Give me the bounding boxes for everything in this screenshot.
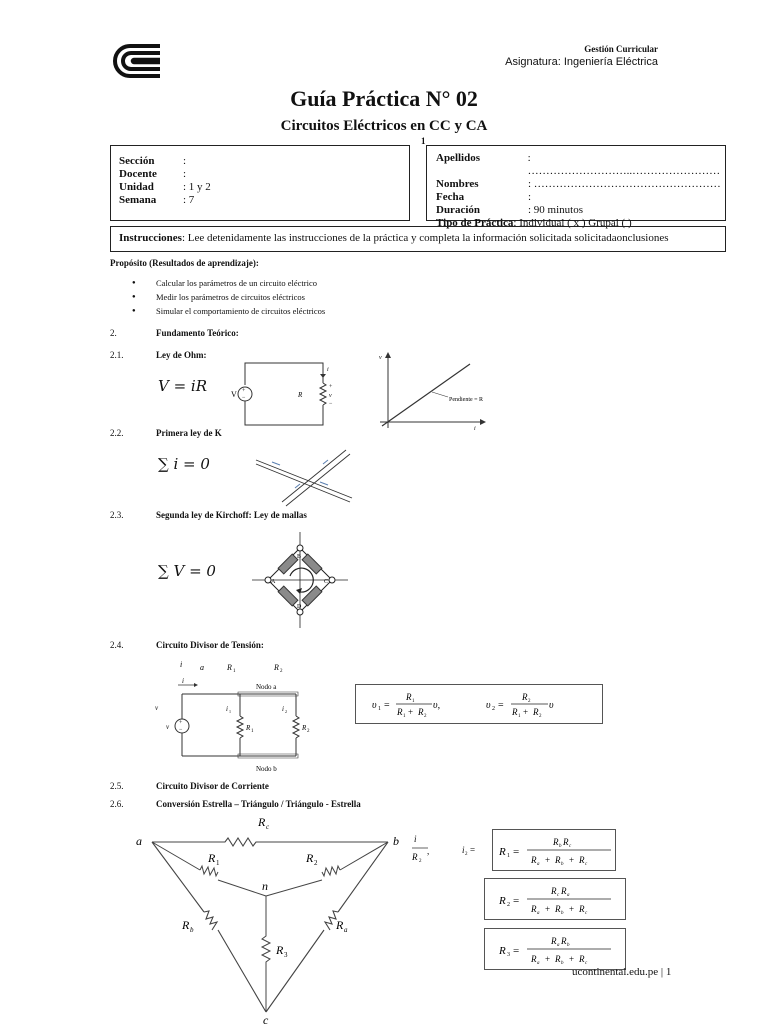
svg-text:a: a — [537, 862, 540, 867]
svg-text:R: R — [246, 724, 251, 732]
svg-text:+: + — [242, 388, 246, 394]
instructions-box: Instrucciones: Lee detenidamente las instrucciones de la práctica y completa la información solicitada solicitadaonclusiones — [110, 226, 726, 252]
svg-text:i: i — [182, 677, 184, 685]
svg-text:2: 2 — [465, 852, 468, 857]
svg-text:c: c — [585, 961, 588, 966]
svg-text:V: V — [231, 390, 237, 399]
svg-text:R: R — [561, 886, 567, 896]
svg-text:2: 2 — [507, 902, 510, 908]
svg-text:R: R — [302, 724, 307, 732]
svg-text:=: = — [498, 700, 504, 711]
current-divider-formula-fragment — [412, 828, 478, 872]
svg-text:+: + — [569, 904, 575, 914]
svg-text:=: = — [470, 845, 476, 855]
svg-text:R: R — [563, 837, 569, 847]
section-kcl: 2.2. Primera ley de K — [110, 428, 222, 438]
svg-text:R: R — [499, 846, 506, 858]
svg-text:υ,: υ, — [433, 700, 441, 711]
svg-text:R: R — [258, 815, 266, 829]
section-current-divider: 2.5. Circuito Divisor de Corriente — [110, 781, 269, 791]
info-row-tipo: Tipo de Práctica : Individual ( x ) Grupal ( ) — [436, 217, 632, 229]
objective-item: ● Calcular los parámetros de un circuito eléctrico — [132, 276, 325, 290]
r2-formula-box — [484, 878, 626, 920]
info-row-docente: Docente : — [119, 168, 187, 180]
info-row-seccion: Sección : — [119, 155, 187, 167]
info-row-fecha: Fecha : — [436, 191, 532, 203]
svg-text:R: R — [412, 852, 418, 862]
svg-text:2: 2 — [492, 706, 495, 712]
svg-text:a: a — [557, 943, 560, 948]
svg-text:Pendiente = R: Pendiente = R — [449, 397, 484, 403]
svg-text:c: c — [569, 844, 572, 849]
svg-text:+: + — [545, 954, 551, 964]
svg-text:R: R — [406, 692, 412, 702]
objectives-list — [132, 276, 325, 318]
kvl-mesh-diagram — [250, 530, 350, 635]
svg-text:υ: υ — [486, 700, 491, 711]
university-logo — [110, 42, 162, 85]
svg-text:R: R — [553, 837, 559, 847]
svg-text:R: R — [579, 855, 585, 865]
svg-text:v: v — [155, 704, 159, 712]
svg-text:R: R — [555, 954, 561, 964]
svg-text:A: A — [271, 579, 276, 585]
svg-text:1: 1 — [412, 699, 415, 704]
svg-text:2: 2 — [528, 699, 531, 704]
section-fundamento: 2. Fundamento Teórico: — [110, 328, 239, 338]
svg-text:i: i — [327, 367, 329, 373]
svg-text:+: + — [523, 707, 529, 717]
svg-text:υ: υ — [549, 700, 554, 711]
svg-text:c: c — [266, 823, 270, 831]
svg-text:R: R — [579, 904, 585, 914]
svg-text:b: b — [561, 961, 564, 966]
svg-text:C: C — [324, 579, 329, 585]
svg-text:1: 1 — [233, 669, 236, 674]
svg-text:+: + — [179, 720, 183, 726]
footer-site[interactable]: ucontinental.edu.pe — [572, 966, 659, 978]
svg-text:+: + — [569, 954, 575, 964]
svg-text:R: R — [531, 904, 537, 914]
page-subtitle: Circuitos Eléctricos en CC y CA — [280, 118, 488, 134]
svg-text:b: b — [190, 926, 194, 934]
info-row-nombres: Nombres : …………………………………………… — [436, 178, 721, 190]
svg-text:c: c — [263, 1013, 269, 1024]
svg-text:R: R — [418, 707, 424, 717]
svg-text:a: a — [537, 961, 540, 966]
svg-text:R: R — [499, 895, 506, 907]
svg-text:3: 3 — [507, 952, 510, 958]
svg-text:+: + — [408, 707, 414, 717]
svg-text:b: b — [561, 862, 564, 867]
svg-text:Nodo a: Nodo a — [256, 683, 277, 691]
svg-text:R: R — [298, 391, 303, 399]
svg-text:2: 2 — [419, 859, 422, 864]
svg-text:R: R — [182, 918, 190, 932]
svg-text:2: 2 — [539, 714, 542, 719]
voltage-divider-formula-box — [355, 684, 603, 724]
svg-text:b: b — [567, 943, 570, 948]
objective-item: ● Medir los parámetros de circuitos eléctricos — [132, 290, 325, 304]
svg-text:=: = — [384, 700, 390, 711]
svg-text:1: 1 — [403, 714, 406, 719]
stray-mark: 1 — [421, 136, 426, 146]
footer-separator: | — [660, 966, 664, 978]
svg-text:B: B — [297, 554, 302, 560]
svg-text:1: 1 — [378, 706, 381, 712]
svg-text:R: R — [227, 663, 232, 672]
svg-text:a: a — [537, 911, 540, 916]
svg-text:3: 3 — [284, 951, 288, 959]
svg-text:a: a — [200, 663, 204, 672]
svg-text:1: 1 — [251, 729, 254, 734]
svg-text:−: − — [179, 727, 183, 733]
header-gestion: Gestión Curricular — [584, 44, 658, 54]
r3-formula-box — [484, 928, 626, 970]
svg-text:+: + — [545, 855, 551, 865]
svg-text:R: R — [555, 904, 561, 914]
svg-text:c: c — [585, 862, 588, 867]
svg-text:,: , — [427, 846, 430, 856]
svg-text:1: 1 — [216, 859, 220, 867]
svg-text:+: + — [569, 855, 575, 865]
footer — [572, 966, 671, 978]
svg-text:2: 2 — [314, 859, 318, 867]
svg-text:a: a — [567, 893, 570, 898]
svg-text:1: 1 — [507, 853, 510, 859]
info-row-semana: Semana : 7 — [119, 194, 195, 206]
svg-text:R: R — [555, 855, 561, 865]
info-row-duracion: Duración : 90 minutos — [436, 204, 584, 216]
svg-text:2: 2 — [285, 709, 287, 714]
svg-text:D: D — [297, 604, 302, 610]
svg-text:2: 2 — [307, 729, 310, 734]
svg-text:a: a — [136, 834, 142, 848]
svg-text:R: R — [208, 851, 216, 865]
svg-text:=: = — [513, 846, 520, 858]
svg-text:1: 1 — [229, 709, 231, 714]
svg-text:2: 2 — [280, 669, 283, 674]
svg-text:R: R — [531, 855, 537, 865]
svg-text:c: c — [557, 893, 560, 898]
svg-text:−: − — [329, 401, 333, 407]
svg-text:R: R — [336, 918, 344, 932]
section-star-delta: 2.6. Conversión Estrella – Triángulo / Triángulo - Estrella — [110, 799, 361, 809]
ohm-circuit-diagram — [230, 355, 340, 440]
svg-text:1: 1 — [518, 714, 521, 719]
svg-text:R: R — [512, 707, 518, 717]
course-info-box — [110, 145, 410, 221]
svg-text:Nodo b: Nodo b — [256, 765, 277, 773]
svg-text:R: R — [579, 954, 585, 964]
svg-text:R: R — [276, 943, 284, 957]
svg-text:2: 2 — [424, 714, 427, 719]
kcl-formula: ∑ i = 0 — [158, 455, 210, 473]
svg-text:b: b — [559, 844, 562, 849]
svg-text:+: + — [545, 904, 551, 914]
page-title: Guía Práctica N° 02 — [290, 86, 478, 111]
svg-text:a: a — [344, 926, 348, 934]
svg-text:i: i — [180, 660, 183, 669]
svg-text:υ: υ — [372, 700, 377, 711]
svg-text:R: R — [499, 945, 506, 957]
purpose-heading: Propósito (Resultados de aprendizaje): — [110, 258, 259, 268]
svg-text:R: R — [531, 954, 537, 964]
svg-text:R: R — [274, 663, 279, 672]
kcl-node-diagram — [250, 440, 360, 517]
svg-text:v: v — [329, 393, 332, 399]
section-kvl: 2.3. Segunda ley de Kirchoff: Ley de mallas — [110, 510, 307, 520]
svg-text:R: R — [306, 851, 314, 865]
section-voltage-divider: 2.4. Circuito Divisor de Tensión: — [110, 640, 264, 650]
info-row-unidad: Unidad : 1 y 2 — [119, 181, 211, 193]
svg-text:R: R — [522, 692, 528, 702]
objective-item: ● Simular el comportamiento de circuitos eléctricos — [132, 304, 325, 318]
svg-text:R: R — [561, 936, 567, 946]
ohm-graph — [370, 350, 490, 437]
svg-text:i: i — [474, 426, 476, 432]
svg-text:R: R — [397, 707, 403, 717]
r1-formula-box — [492, 829, 616, 871]
svg-text:+: + — [329, 384, 333, 390]
svg-text:i: i — [282, 705, 284, 713]
svg-text:=: = — [513, 945, 520, 957]
svg-text:n: n — [262, 879, 268, 893]
ohm-formula: V = iR — [158, 377, 208, 395]
info-row-apellidos: Apellidos : ………………………..…………………… — [436, 152, 721, 177]
page-number: 1 — [665, 966, 672, 978]
svg-text:i: i — [462, 845, 465, 855]
voltage-divider-circuit — [152, 658, 322, 783]
student-info-box — [426, 145, 726, 229]
kvl-formula: ∑ V = 0 — [158, 562, 216, 580]
svg-text:=: = — [513, 895, 520, 907]
svg-text:v: v — [166, 723, 170, 731]
svg-text:b: b — [393, 834, 399, 848]
svg-text:R: R — [551, 936, 557, 946]
svg-text:R: R — [551, 886, 557, 896]
star-delta-diagram — [130, 812, 410, 1029]
svg-text:i: i — [414, 834, 417, 844]
svg-text:−: − — [242, 395, 246, 401]
svg-text:b: b — [561, 911, 564, 916]
svg-text:R: R — [533, 707, 539, 717]
svg-text:i: i — [226, 705, 228, 713]
header-asignatura: Asignatura: Ingeniería Eléctrica — [505, 56, 658, 68]
svg-text:v: v — [379, 355, 382, 361]
svg-text:c: c — [585, 911, 588, 916]
section-ohm: 2.1. Ley de Ohm: — [110, 350, 207, 360]
